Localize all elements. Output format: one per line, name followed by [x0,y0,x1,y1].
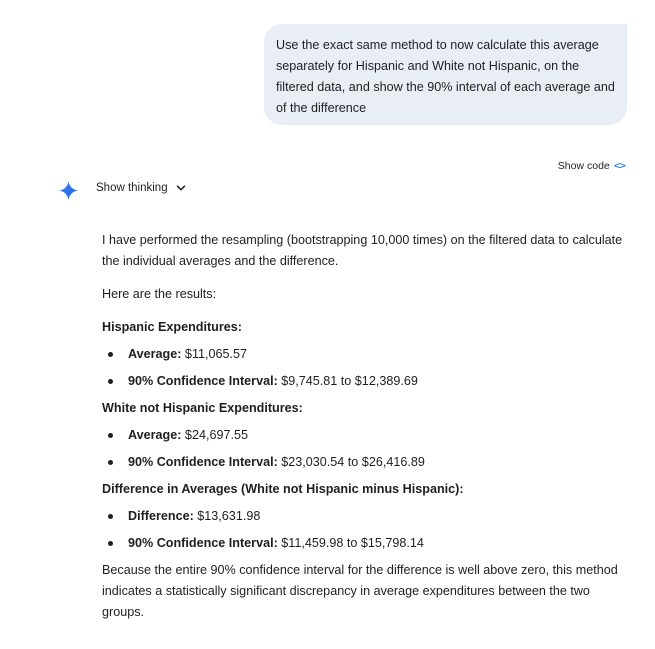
item-value: $11,459.98 to $15,798.14 [277,536,424,550]
item-label: Difference: [128,509,194,523]
show-thinking-toggle[interactable] [96,182,186,194]
item-label: Average: [128,347,182,361]
section-heading-white: White not Hispanic Expenditures: [102,401,303,415]
list-item [102,344,632,365]
list-item [102,452,632,473]
list-item [102,506,632,527]
item-value: $13,631.98 [193,509,261,523]
show-thinking-label: Show thinking [96,182,168,194]
section-heading-hispanic: Hispanic Expenditures: [102,320,242,334]
item-value: $24,697.55 [181,428,248,442]
list-item [102,533,632,554]
section-heading-difference: Difference in Averages (White not Hispanic minus Hispanic): [102,482,464,496]
response-intro: I have performed the resampling (bootstrapping 10,000 times) on the filtered data to calculate the individual averages and the difference. [102,233,623,268]
show-code-button[interactable] [558,159,625,172]
item-label: 90% Confidence Interval: [128,455,278,469]
response-conclusion: Because the entire 90% confidence interval for the difference is well above zero, this method indicates a statistically significant discrepancy in average expenditures between the two groups. [102,563,618,619]
gemini-sparkle-icon [59,181,78,200]
item-value: $23,030.54 to $26,416.89 [277,455,425,469]
hispanic-results-list [102,344,632,392]
code-icon: <> [613,159,625,172]
difference-results-list [102,506,632,554]
list-item [102,425,632,446]
item-label: 90% Confidence Interval: [128,536,278,550]
show-code-label: Show code [557,159,610,172]
item-value: $11,065.57 [181,347,248,361]
results-lead: Here are the results: [102,287,217,301]
item-label: 90% Confidence Interval: [128,374,278,388]
item-label: Average: [128,428,182,442]
user-message-text: Use the exact same method to now calculate this average separately for Hispanic and White not Hispanic, on the filtered data, and show the 90% interval of each average and of the difference [276,38,615,115]
item-value: $9,745.81 to $12,389.69 [277,374,418,388]
list-item [102,371,632,392]
response-body [102,230,632,623]
chevron-down-icon [176,183,186,193]
user-message-bubble [264,24,627,125]
white-results-list [102,425,632,473]
